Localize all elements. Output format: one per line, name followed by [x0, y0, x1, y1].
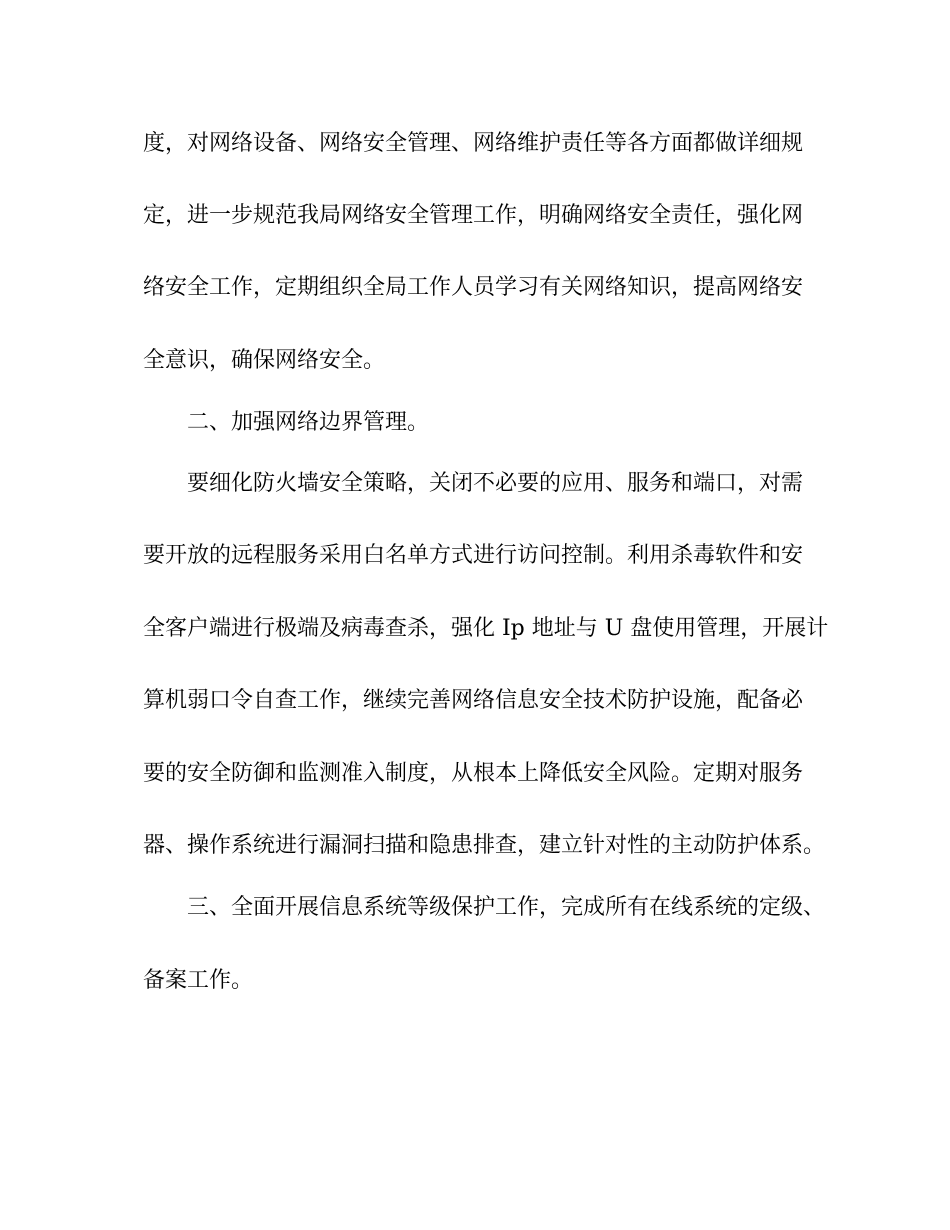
paragraph-line: 全意识，确保网络安全。	[143, 348, 386, 373]
paragraph-line: 要的安全防御和监测准入制度，从根本上降低安全风险。定期对服务	[143, 761, 804, 786]
paragraph-line: 络安全工作，定期组织全局工作人员学习有关网络知识，提高网络安	[143, 275, 804, 300]
paragraph-line: 备案工作。	[143, 968, 254, 993]
paragraph-line: 全客户端进行极端及病毒查杀，强化 Ip 地址与 U 盘使用管理，开展计	[143, 616, 829, 641]
paragraph-line: 定，进一步规范我局网络安全管理工作，明确网络安全责任，强化网	[143, 203, 804, 228]
section-heading: 二、加强网络边界管理。	[187, 410, 430, 435]
paragraph-line: 要开放的远程服务采用白名单方式进行访问控制。利用杀毒软件和安	[143, 543, 804, 568]
section-heading: 三、全面开展信息系统等级保护工作，完成所有在线系统的定级、	[187, 895, 826, 920]
paragraph-line: 算机弱口令自查工作，继续完善网络信息安全技术防护设施，配备必	[143, 688, 804, 713]
paragraph-line: 要细化防火墙安全策略，关闭不必要的应用、服务和端口，对需	[187, 471, 804, 496]
paragraph-line: 度，对网络设备、网络安全管理、网络维护责任等各方面都做详细规	[143, 131, 804, 156]
paragraph-line: 器、操作系统进行漏洞扫描和隐患排查，建立针对性的主动防护体系。	[143, 833, 826, 858]
